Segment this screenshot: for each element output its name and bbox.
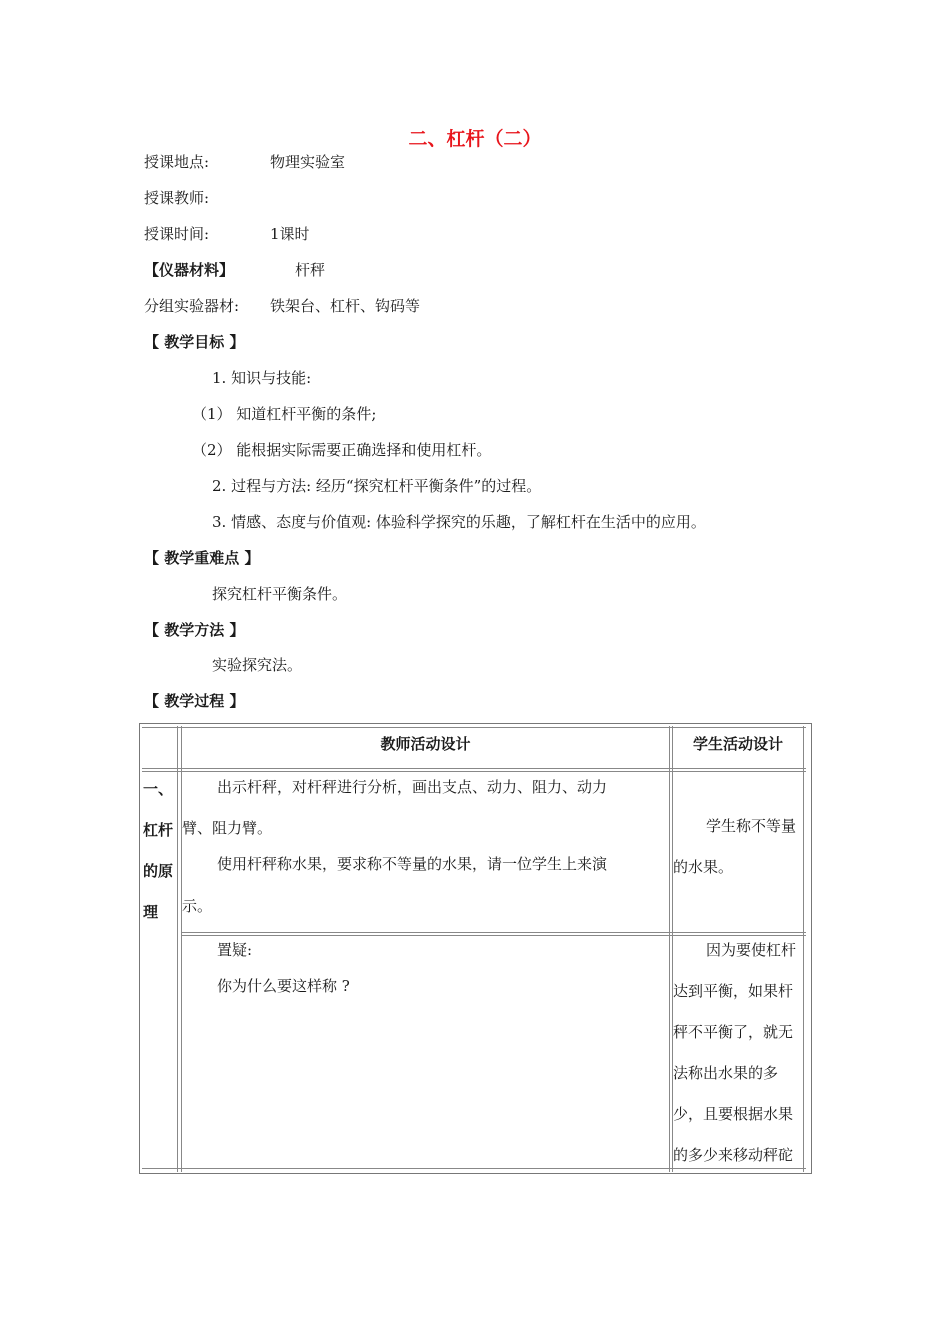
stage-label-line: 理 <box>143 903 159 921</box>
row2-teacher-text: 置疑: <box>217 941 253 959</box>
goals-heading: 【 教学目标 】 <box>144 333 245 351</box>
group-materials-value: 铁架台、杠杆、钩码等 <box>270 297 421 315</box>
row1-teacher-text: 出示杆秤，对杆秤进行分析，画出支点、动力、阻力、动力 <box>217 778 608 796</box>
row2-student-text: 达到平衡，如果杆 <box>673 982 794 1000</box>
process-table <box>139 723 812 1174</box>
grid-line <box>142 727 806 728</box>
row2-student-text: 法称出水果的多 <box>673 1064 779 1082</box>
grid-line <box>181 726 182 1172</box>
location-label: 授课地点: <box>144 153 210 171</box>
row2-student-text: 因为要使杠杆 <box>706 941 797 959</box>
stage-label-line: 杠杆 <box>143 821 174 839</box>
materials-value: 杆秤 <box>295 261 326 279</box>
goal-item-2: 2. 过程与方法: 经历“探究杠杆平衡条件”的过程。 <box>212 477 542 495</box>
row2-student-text: 的多少来移动秤砣 <box>673 1146 794 1164</box>
key-points-heading: 【 教学重难点 】 <box>144 549 260 567</box>
time-label: 授课时间: <box>144 225 210 243</box>
grid-line <box>669 726 670 1172</box>
key-points-text: 探究杠杆平衡条件。 <box>212 585 348 603</box>
row1-teacher-text: 臂、阻力臂。 <box>182 819 273 837</box>
teacher-label: 授课教师: <box>144 189 210 207</box>
group-materials-label: 分组实验器材: <box>144 297 240 315</box>
method-heading: 【 教学方法 】 <box>144 621 245 639</box>
location-value: 物理实验室 <box>270 153 346 171</box>
process-heading: 【 教学过程 】 <box>144 692 245 710</box>
materials-label: 【仪器材料】 <box>144 261 235 279</box>
row2-student-text: 秤不平衡了，就无 <box>673 1023 794 1041</box>
row2-student-text: 少，且要根据水果 <box>673 1105 794 1123</box>
grid-line <box>803 726 804 1172</box>
goal-sub-1: （1） 知道杠杆平衡的条件; <box>192 405 377 423</box>
row2-teacher-text: 你为什么要这样称 ? <box>217 977 350 995</box>
method-text: 实验探究法。 <box>212 656 303 674</box>
goal-sub-2: （2） 能根据实际需要正确选择和使用杠杆。 <box>192 441 492 459</box>
goal-item-1: 1. 知识与技能: <box>212 369 312 387</box>
goal-item-3: 3. 情感、态度与价值观: 体验科学探究的乐趣，了解杠杆在生活中的应用。 <box>212 513 706 531</box>
stage-label-line: 一、 <box>143 780 174 798</box>
header-student-activity: 学生活动设计 <box>692 735 783 753</box>
row1-student-text: 学生称不等量 <box>706 817 797 835</box>
stage-label-line: 的原 <box>143 862 174 880</box>
row1-teacher-text: 示。 <box>182 897 213 915</box>
row1-teacher-text: 使用杆秤称水果，要求称不等量的水果，请一位学生上来演 <box>217 855 608 873</box>
time-value: 1课时 <box>270 225 310 243</box>
document-title: 二、杠杆（二） <box>408 128 542 150</box>
row1-student-text: 的水果。 <box>673 858 734 876</box>
header-teacher-activity: 教师活动设计 <box>380 735 471 753</box>
